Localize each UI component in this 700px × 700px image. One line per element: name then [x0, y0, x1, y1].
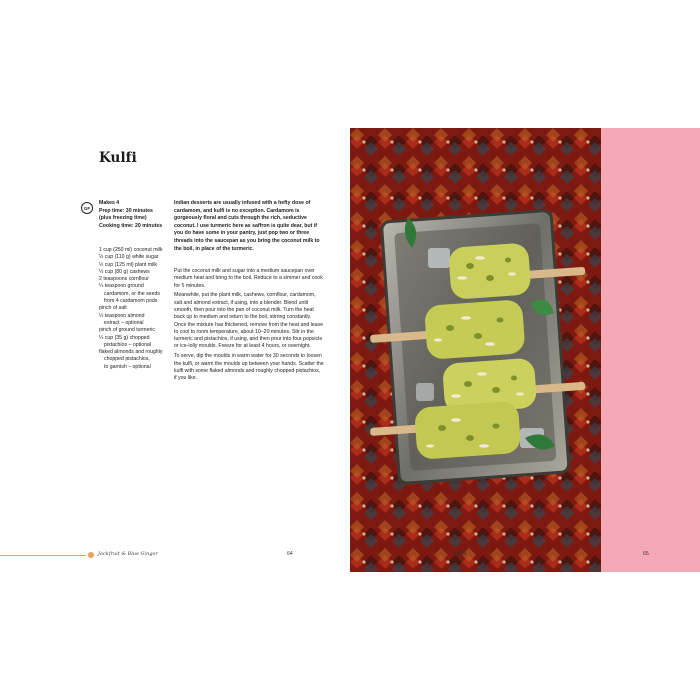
ingredient-line: ½ teaspoon almond: [99, 312, 145, 319]
ingredient-line: ¼ teaspoon ground: [99, 283, 144, 290]
recipe-title: Kulfi: [99, 150, 137, 166]
ingredient-line: ½ cup (80 g) cashews: [99, 268, 150, 275]
left-page-number: 64: [287, 551, 293, 557]
kulfi-photo-illustration: [350, 128, 601, 572]
ingredient-line: ½ cup (125 ml) plant milk: [99, 261, 157, 268]
ingredient-line: pinch of ground turmeric: [99, 327, 155, 334]
ingredients-list: [99, 247, 174, 371]
footer-dot-icon: [88, 552, 94, 558]
section-label: India: [455, 551, 467, 557]
ingredient-line: ½ cup (110 g) white sugar: [99, 254, 159, 261]
method-step: To serve, dip the moulds in warm water for 30 seconds to loosen the kulfi, or warm the moulds up between your hands. Scatter the kulfi with some flaked almonds and roughly chopped pistachios, if you like.: [174, 353, 324, 382]
prep-time: Prep time: 30 minutes: [99, 207, 153, 214]
recipe-meta: [99, 200, 174, 230]
recipe-intro: Indian desserts are usually infused with a hefty dose of cardamom, and kulfi is no exception. Cardamom is gorgeously floral and cuts through the rich, seductive coconut. I use turmeric here as saffron is quite dear, but if you do have some in your pantry, just pop two or three threads into the saucepan as you bring the coconut milk to the boil, in place of the turmeric.: [174, 200, 320, 252]
gluten-free-badge: GF: [81, 202, 93, 214]
ingredient-line: 1 cup (250 ml) coconut milk: [99, 247, 163, 253]
ingredient-line: extract – optional: [104, 319, 144, 326]
kulfi-photo: [350, 128, 601, 572]
ingredient-line: cardamom, or the seeds: [104, 290, 160, 297]
ingredient-line: pistachios – optional: [104, 341, 152, 348]
ingredient-line: 2 teaspoons cornflour: [99, 276, 149, 283]
yield: Makes 4: [99, 200, 120, 206]
ingredient-line: to garnish – optional: [104, 363, 151, 370]
prep-time-note: (plus freezing time): [99, 215, 147, 222]
recipe-method: [174, 268, 324, 385]
ingredient-line: flaked almonds and roughly: [99, 349, 163, 356]
method-step: Meanwhile, put the plant milk, cashews, cornflour, cardamom, salt and almond extract, if using, into a blender. Blend until smooth, then pour into the pan of coconut milk. Turn the heat back up to medium and return to the boil, stirring constantly. Once the mixture has thickened, remove from the heat and leave to cool to room temperature, about 10–20 minutes. Stir in the turmeric and pistachios, if using, and then pour into four popsicle or ice-lolly moulds. Freeze for at least 4 hours, or overnight.: [174, 292, 324, 350]
ingredient-line: pinch of salt: [99, 305, 127, 312]
footer-rule: [0, 555, 86, 556]
ingredient-line: from 4 cardamom pods: [104, 298, 158, 305]
method-step: Put the coconut milk and sugar into a medium saucepan over medium heat and bring to the boil. Reduce to a simmer and cook for 5 minutes.: [174, 268, 323, 289]
footer-book-title: Jackfruit & Blue Ginger: [98, 551, 158, 557]
ingredient-line: chopped pistachios,: [104, 356, 150, 363]
right-page-number: 65: [643, 551, 649, 557]
ingredient-line: ¼ cup (35 g) chopped: [99, 334, 150, 341]
cooking-time: Cooking time: 20 minutes: [99, 222, 163, 229]
